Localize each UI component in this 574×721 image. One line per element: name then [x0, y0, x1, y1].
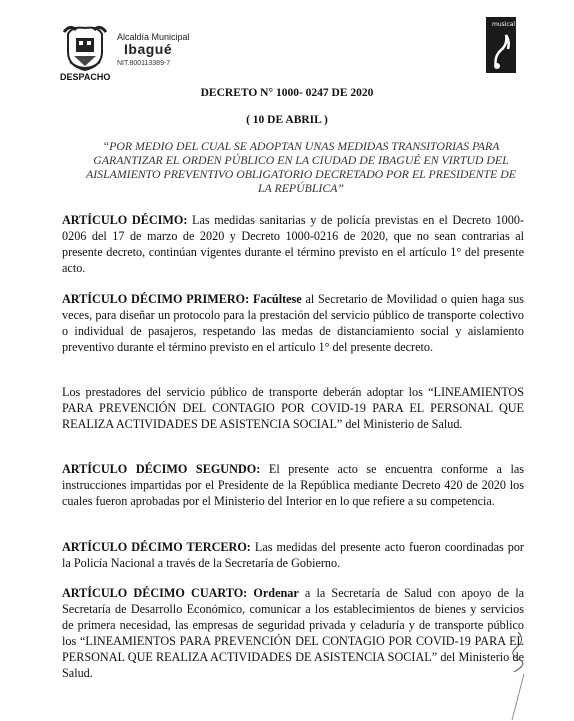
decree-subject: “POR MEDIO DEL CUAL SE ADOPTAN UNAS MEDIDAS TRANSITORIAS PARA GARANTIZAR EL ORDEN PÚBLICO EN LA CIUDAD DE IBAGUÉ EN VIRTUD DEL AISLAMIENTO PREVENTIVO OBLIGATORIO DECRETADO POR EL PRESIDENTE DE LA REPÚBLICA” [86, 139, 516, 195]
article-text: Los prestadores del servicio público de transporte deberán adoptar los “LINEAMIENTOS PARA PREVENCIÓN DEL CONTAGIO POR COVID-19 PARA EL PERSONAL QUE REALIZA ACTIVIDADES DE ASISTENCIA SOCIAL” del Ministerio de Salud. [62, 385, 524, 431]
org-line: Alcaldía Municipal [117, 32, 190, 42]
article-paragraph [62, 585, 524, 681]
decree-title: DECRETO N° 1000- 0247 DE 2020 [200, 87, 374, 99]
article-heading: ARTÍCULO DÉCIMO: [62, 213, 188, 227]
article-text: Las medidas sanitarias y de policía previstas en el Decreto 1000-0206 del 17 de marzo de 2020 y Decreto 1000-0216 de 2020, que no sean contrarias al presente decreto, continúan vigentes durante el término previsto en el artículo 1° del presente acto. [62, 213, 525, 275]
article-heading: ARTÍCULO DÉCIMO PRIMERO: [62, 292, 250, 306]
article-text: Las medidas del presente acto fueron coordinadas por la Policía Nacional a través de la Secretaría de Gobierno. [62, 540, 524, 570]
musical-logo-icon [486, 17, 516, 73]
article-text: al Secretario de Movilidad o quien haga sus veces, para diseñar un protocolo para la prestación del servicio público de transporte colectivo o individual de pasajeros, respetando las medas de distanciamiento social y aislamiento preventivo durante el término previsto en el artículo 1° del presente decreto. [62, 292, 525, 354]
article-paragraph [62, 212, 524, 276]
article-text: a la Secretaría de Salud con apoyo de la Secretaría de Desarrollo Económico, comunicar a los establecimientos de bienes y servicios de primera necesidad, las empresas de seguridad privada y celaduría y de transporte público los “LINEAMIENTOS PARA PREVENCIÓN DEL CONTAGIO POR COVID-19 PARA EL PERSONAL QUE REALIZA ACTIVIDADES DE ASISTENCIA SOCIAL” del Ministerio de Salud. [62, 586, 524, 680]
margin-signature-icon [498, 622, 538, 721]
article-heading: ARTÍCULO DÉCIMO SEGUNDO: [62, 462, 261, 476]
article-paragraph [62, 291, 524, 355]
article-heading: ARTÍCULO DÉCIMO TERCERO: [62, 540, 251, 554]
tax-id: NIT.800113389-7 [117, 60, 171, 67]
city-name: Ibagué [124, 41, 173, 57]
office-label: DESPACHO [60, 72, 111, 82]
article-text: El presente acto se encuentra conforme a las instrucciones impartidas por el Presidente de la República mediante Decreto 420 de 2020 los cuales fueron aprobadas por el Ministerio del Interior en lo que refiere a su competencia. [62, 462, 524, 508]
article-paragraph [62, 461, 524, 509]
article-bold-lead: Facúltese [249, 292, 302, 306]
decree-date: ( 10 DE ABRIL ) [246, 114, 328, 126]
article-paragraph [62, 539, 524, 571]
article-bold-lead: Ordenar [247, 586, 299, 600]
municipal-coat-of-arms-icon [60, 22, 110, 72]
article-heading: ARTÍCULO DÉCIMO CUARTO: [62, 586, 248, 600]
article-paragraph [62, 384, 524, 432]
logo-text: musical [492, 21, 516, 28]
